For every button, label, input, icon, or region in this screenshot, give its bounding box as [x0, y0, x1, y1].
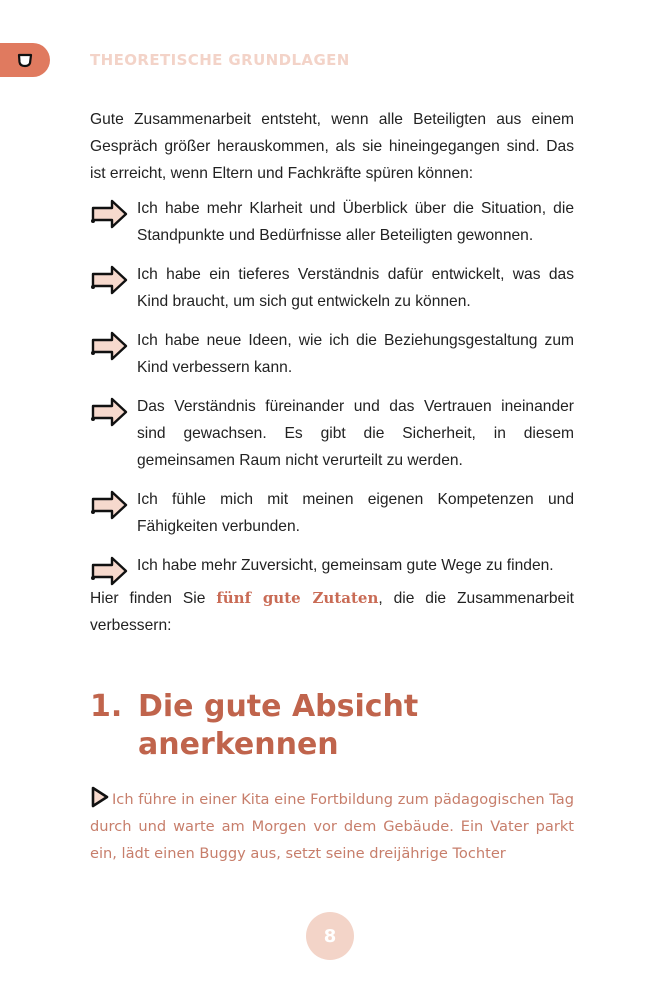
outro-paragraph	[90, 585, 574, 639]
story-text: Ich führe in einer Kita eine Fortbildung zum pädagogischen Tag durch und warte am Morgen vor dem Gebäude. Ein Vater parkt ein, lädt einen Buggy aus, setzt seine dreijährige Tochter	[90, 791, 574, 862]
list-item	[90, 327, 574, 381]
section-heading	[90, 688, 418, 764]
list-item-text: Ich habe mehr Klarheit und Überblick über die Situation, die Standpunkte und Bedürfnisse aller Beteiligten gewonnen.	[137, 200, 574, 244]
list-item	[90, 393, 574, 474]
list-item-text: Ich habe mehr Zuversicht, gemeinsam gute Wege zu finden.	[137, 557, 554, 574]
running-head: THEORETISCHE GRUNDLAGEN	[90, 51, 350, 69]
benefit-list	[90, 195, 574, 579]
list-item	[90, 261, 574, 315]
main-content	[90, 106, 574, 639]
arrow-right-icon	[90, 331, 128, 361]
list-item	[90, 486, 574, 540]
section-title-line2: anerkennen	[138, 727, 339, 762]
arrow-right-icon	[90, 556, 128, 586]
chapter-tab	[0, 43, 50, 77]
list-item	[90, 552, 574, 579]
arrow-right-icon	[90, 397, 128, 427]
list-item-text: Ich fühle mich mit meinen eigenen Kompetenzen und Fähigkeiten verbunden.	[137, 491, 574, 535]
section-title-line1: Die gute Absicht	[138, 689, 419, 724]
section-number: 1.	[90, 689, 123, 724]
list-item	[90, 195, 574, 249]
page-number: 8	[306, 912, 354, 960]
chapter-tab-icon	[17, 52, 33, 68]
list-item-text: Ich habe neue Ideen, wie ich die Beziehungsgestaltung zum Kind verbessern kann.	[137, 332, 574, 376]
highlight-text: fünf gute Zutaten	[216, 589, 379, 607]
intro-paragraph: Gute Zusammenarbeit entsteht, wenn alle Beteiligten aus einem Gespräch größer herauskommen, als sie hineingegangen sind. Das ist erreicht, wenn Eltern und Fachkräfte spüren können:	[90, 111, 574, 182]
arrow-right-icon	[90, 199, 128, 229]
play-triangle-icon	[90, 786, 110, 808]
outro-text-after: , die die Zusammenarbeit verbessern:	[90, 590, 574, 634]
arrow-right-icon	[90, 490, 128, 520]
story-paragraph	[90, 786, 574, 867]
section-title	[138, 688, 418, 764]
list-item-text: Ich habe ein tieferes Verständnis dafür entwickelt, was das Kind braucht, um sich gut entwickeln zu können.	[137, 266, 574, 310]
outro-text-before: Hier finden Sie	[90, 590, 217, 607]
arrow-right-icon	[90, 265, 128, 295]
list-item-text: Das Verständnis füreinander und das Vertrauen ineinander sind gewachsen. Es gibt die Sicherheit, in diesem gemeinsamen Raum nicht verurteilt zu werden.	[137, 398, 574, 469]
